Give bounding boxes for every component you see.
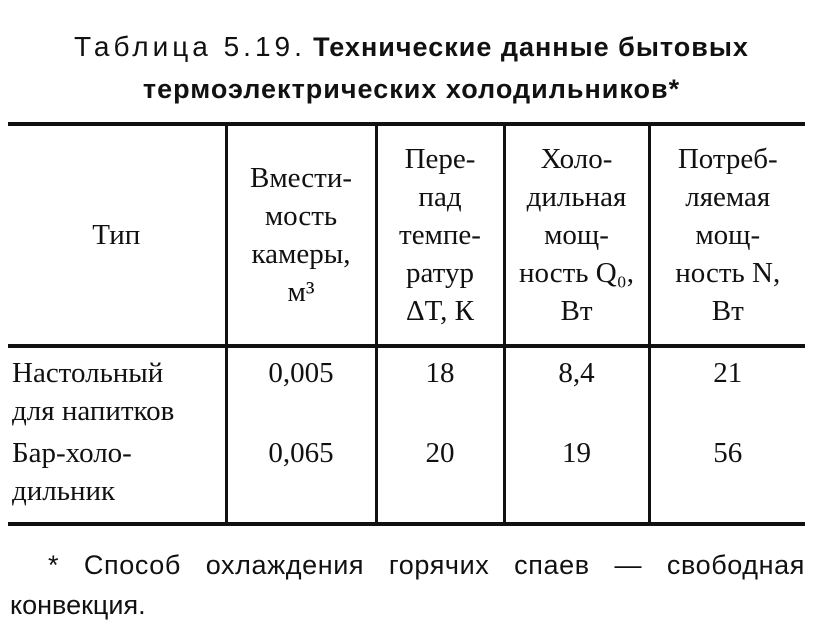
header-volume-line: камеры, [251, 238, 351, 270]
cell-type-line: дильник [12, 475, 116, 507]
caption-title-line-1: Технические данные бытовых [313, 32, 749, 62]
cell-type-line: Бар-холо- [12, 437, 132, 469]
header-cooling-line: ность Q₀, [518, 257, 635, 289]
header-cooling-line: дильная [526, 181, 627, 213]
cell-volume: 0,065 [226, 432, 376, 524]
cell-temperature-difference: 18 [376, 346, 504, 432]
header-volume [226, 124, 376, 346]
header-type [8, 124, 226, 346]
cell-temperature-difference: 20 [376, 432, 504, 524]
cell-type-line: Настольный [12, 357, 164, 389]
cell-type [8, 432, 226, 524]
table-row [8, 346, 805, 432]
caption-label: Таблица 5.19. [74, 31, 306, 62]
footnote-line-1: * Способ охлаждения горячих спаев — свободная [48, 550, 805, 580]
cell-consumed-power: 56 [649, 432, 805, 524]
caption-line-1 [0, 26, 823, 68]
table-header-row [8, 124, 805, 346]
footnote-line-2: конвекция. [10, 590, 146, 620]
table-row [8, 432, 805, 524]
header-delta-unit: ΔT, К [405, 295, 475, 327]
header-cooling-line: Холо- [540, 143, 613, 175]
header-volume-unit: м³ [287, 276, 315, 308]
table-footnote [10, 545, 805, 625]
header-cooling-unit: Вт [560, 295, 593, 327]
header-consumed-power [649, 124, 805, 346]
header-cooling-line: мощ- [544, 219, 609, 251]
header-volume-line: Вмести- [249, 162, 352, 194]
header-power-line: ляемая [685, 181, 771, 213]
header-delta-line: пад [418, 181, 462, 213]
header-delta-line: ратур [406, 257, 474, 289]
header-power-unit: Вт [711, 295, 744, 327]
header-type-label: Тип [92, 219, 141, 251]
header-cooling-power [504, 124, 649, 346]
header-power-line: мощ- [695, 219, 761, 251]
cell-cooling-power: 19 [504, 432, 649, 524]
refrigerator-data-table [8, 122, 805, 526]
cell-cooling-power: 8,4 [504, 346, 649, 432]
header-delta-line: Пере- [404, 143, 476, 175]
cell-type-line: для напитков [12, 395, 175, 427]
header-volume-line: мость [264, 200, 338, 232]
caption-title-line-2: термоэлектрических холодильников* [142, 74, 681, 104]
cell-type [8, 346, 226, 432]
header-power-line: Потреб- [677, 143, 778, 175]
header-temperature-difference [376, 124, 504, 346]
table-caption [0, 26, 823, 110]
caption-line-2 [0, 68, 823, 110]
cell-consumed-power: 21 [649, 346, 805, 432]
cell-volume: 0,005 [226, 346, 376, 432]
header-delta-line: темпе- [399, 219, 481, 251]
header-power-line: ность N, [675, 257, 781, 289]
